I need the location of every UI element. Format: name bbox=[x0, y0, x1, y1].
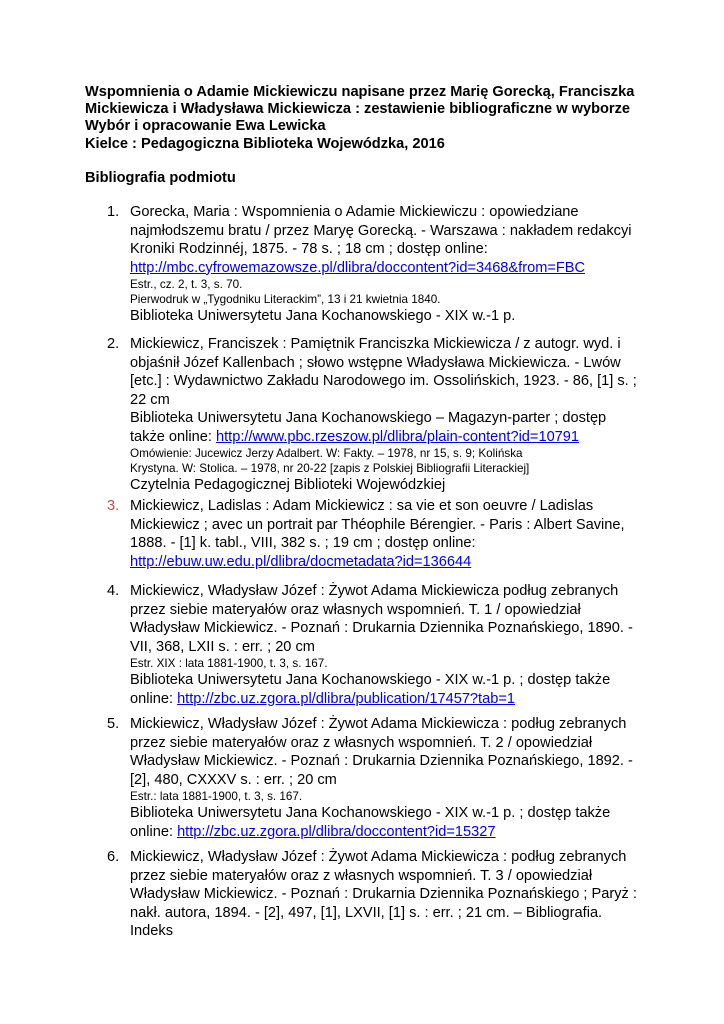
entry-line: Indeks bbox=[130, 923, 173, 939]
entry-line: nakł. autora, 1894. - [2], 497, [1], LXVII, [1] s. : err. ; 21 cm. – Bibliografia. bbox=[130, 904, 603, 921]
header-line: Mickiewicza i Władysława Mickiewicza : zestawienie bibliograficzne w wyborze bbox=[85, 101, 631, 118]
entry-number: 1. bbox=[107, 204, 120, 220]
entry-line: Mickiewicz, Władysław Józef : Żywot Adama Mickiewicza podług zebranych bbox=[130, 583, 619, 599]
entry-body bbox=[130, 335, 690, 495]
entry-line: przez siebie materyałów oraz własnych wspomnień. T. 1 / opowiedział bbox=[130, 601, 581, 618]
entry-number: 4. bbox=[107, 583, 120, 599]
entry-line: Mickiewicz, Władysław Józef : Żywot Adama Mickiewicza : podług zebranych bbox=[130, 716, 627, 732]
header-line: Wybór i opracowanie Ewa Lewicka bbox=[85, 118, 326, 135]
entry-location: Biblioteka Uniwersytetu Jana Kochanowskiego - XIX w.-1 p. bbox=[130, 308, 516, 325]
entry-line: 22 cm bbox=[130, 391, 170, 408]
section-title: Bibliografia podmiotu bbox=[85, 170, 236, 186]
entry-number: 2. bbox=[107, 336, 120, 352]
entry-line: Gorecka, Maria : Wspomnienia o Adamie Mickiewiczu : opowiedziane bbox=[130, 204, 579, 220]
entry-body bbox=[130, 582, 690, 708]
entry-line: Władysław Mickiewicz. - Poznań : Drukarnia Dziennika Poznańskiego ; Paryż : bbox=[130, 886, 637, 902]
entry-number: 6. bbox=[107, 849, 120, 865]
header-line: Kielce : Pedagogiczna Biblioteka Wojewódzka, 2016 bbox=[85, 135, 445, 152]
entry-location: Czytelnia Pedagogicznej Biblioteki Wojewódzkiej bbox=[130, 477, 446, 494]
entry-body bbox=[130, 497, 690, 571]
entry-note: Estr. XIX : lata 1881-1900, t. 3, s. 167. bbox=[130, 657, 328, 670]
entry-link[interactable]: http://www.pbc.rzeszow.pl/dlibra/plain-content?id=10791 bbox=[216, 428, 580, 445]
entry-line: najmłodszemu bratu / przez Maryę Gorecką. - Warszawa : nakładem redakcyi bbox=[130, 222, 632, 239]
entry-line: Kroniki Rodzinnéj, 1875. - 78 s. ; 18 cm ; dostęp online: bbox=[130, 241, 488, 257]
entry-line: przez siebie materyałów oraz z własnych wspomnień. T. 2 / opowiedział bbox=[130, 734, 593, 751]
entry-line: VII, 368, LXII s. : err. ; 20 cm bbox=[130, 638, 315, 655]
entry-line: Władysław Mickiewicz. - Poznań : Drukarnia Dziennika Poznańskiego, 1892. - bbox=[130, 753, 633, 769]
entry-line: przez siebie materyałów oraz z własnych wspomnień. T. 3 / opowiedział bbox=[130, 867, 593, 884]
entry-link-prefix: także online: bbox=[130, 428, 216, 445]
entry-line: [etc.] : Wydawnictwo Zakładu Narodowego im. Ossolińskich, 1923. - 86, [1] s. ; bbox=[130, 373, 637, 389]
entry-line: Biblioteka Uniwersytetu Jana Kochanowskiego – Magazyn-parter ; dostęp bbox=[130, 410, 607, 426]
header-line: Wspomnienia o Adamie Mickiewiczu napisane przez Marię Gorecką, Franciszka bbox=[85, 84, 635, 100]
entry-line: Władysław Mickiewicz. - Poznań : Drukarnia Dziennika Poznańskiego, 1890. - bbox=[130, 620, 633, 636]
entry-line: 1888. - [1] k. tabl., VIII, 382 s. ; 19 cm ; dostęp online: bbox=[130, 535, 476, 551]
entry-location: Biblioteka Uniwersytetu Jana Kochanowskiego - XIX w.-1 p. ; dostęp także bbox=[130, 805, 611, 822]
document-header bbox=[85, 84, 665, 153]
entry-note: Omówienie: Jucewicz Jerzy Adalbert. W: Fakty. – 1978, nr 15, s. 9; Kolińska bbox=[130, 447, 523, 460]
entry-body bbox=[130, 203, 690, 326]
entry-line: [2], 480, CXXXV s. : err. ; 20 cm bbox=[130, 771, 337, 788]
entry-note: Pierwodruk w „Tygodniku Literackim”, 13 i 21 kwietnia 1840. bbox=[130, 293, 441, 307]
entry-note: Estr.: lata 1881-1900, t. 3, s. 167. bbox=[130, 790, 303, 803]
entry-body bbox=[130, 715, 690, 841]
entry-link[interactable]: http://zbc.uz.zgora.pl/dlibra/publication/17457?tab=1 bbox=[177, 690, 515, 707]
entry-line: Mickiewicz, Władysław Józef : Żywot Adama Mickiewicza : podług zebranych bbox=[130, 849, 627, 865]
entry-link-prefix: online: bbox=[130, 823, 178, 840]
entry-link[interactable]: http://zbc.uz.zgora.pl/dlibra/doccontent?id=15327 bbox=[177, 823, 496, 840]
entry-line: Mickiewicz ; avec un portrait par Théophile Bérengier. - Paris : Albert Savine, bbox=[130, 516, 625, 533]
entry-link[interactable]: http://mbc.cyfrowemazowsze.pl/dlibra/doccontent?id=3468&from=FBC bbox=[130, 259, 586, 276]
entry-note: Krystyna. W: Stolica. – 1978, nr 20-22 [zapis z Polskiej Bibliografii Literackiej] bbox=[130, 462, 530, 476]
entry-line: Mickiewicz, Franciszek : Pamiętnik Franciszka Mickiewicza / z autogr. wyd. i bbox=[130, 336, 621, 352]
entry-link-prefix: online: bbox=[130, 690, 178, 707]
entry-line: objaśnił Józef Kallenbach ; słowo wstępne Władysława Mickiewicza. - Lwów bbox=[130, 354, 621, 371]
entry-note: Estr., cz. 2, t. 3, s. 70. bbox=[130, 278, 243, 291]
entry-body bbox=[130, 848, 690, 941]
entry-location: Biblioteka Uniwersytetu Jana Kochanowskiego - XIX w.-1 p. ; dostęp także bbox=[130, 672, 611, 689]
entry-number: 5. bbox=[107, 716, 120, 732]
entry-line: Mickiewicz, Ladislas : Adam Mickiewicz : sa vie et son oeuvre / Ladislas bbox=[130, 498, 594, 514]
entry-link[interactable]: http://ebuw.uw.edu.pl/dlibra/docmetadata?id=136644 bbox=[130, 553, 472, 570]
entry-number: 3. bbox=[107, 498, 120, 514]
